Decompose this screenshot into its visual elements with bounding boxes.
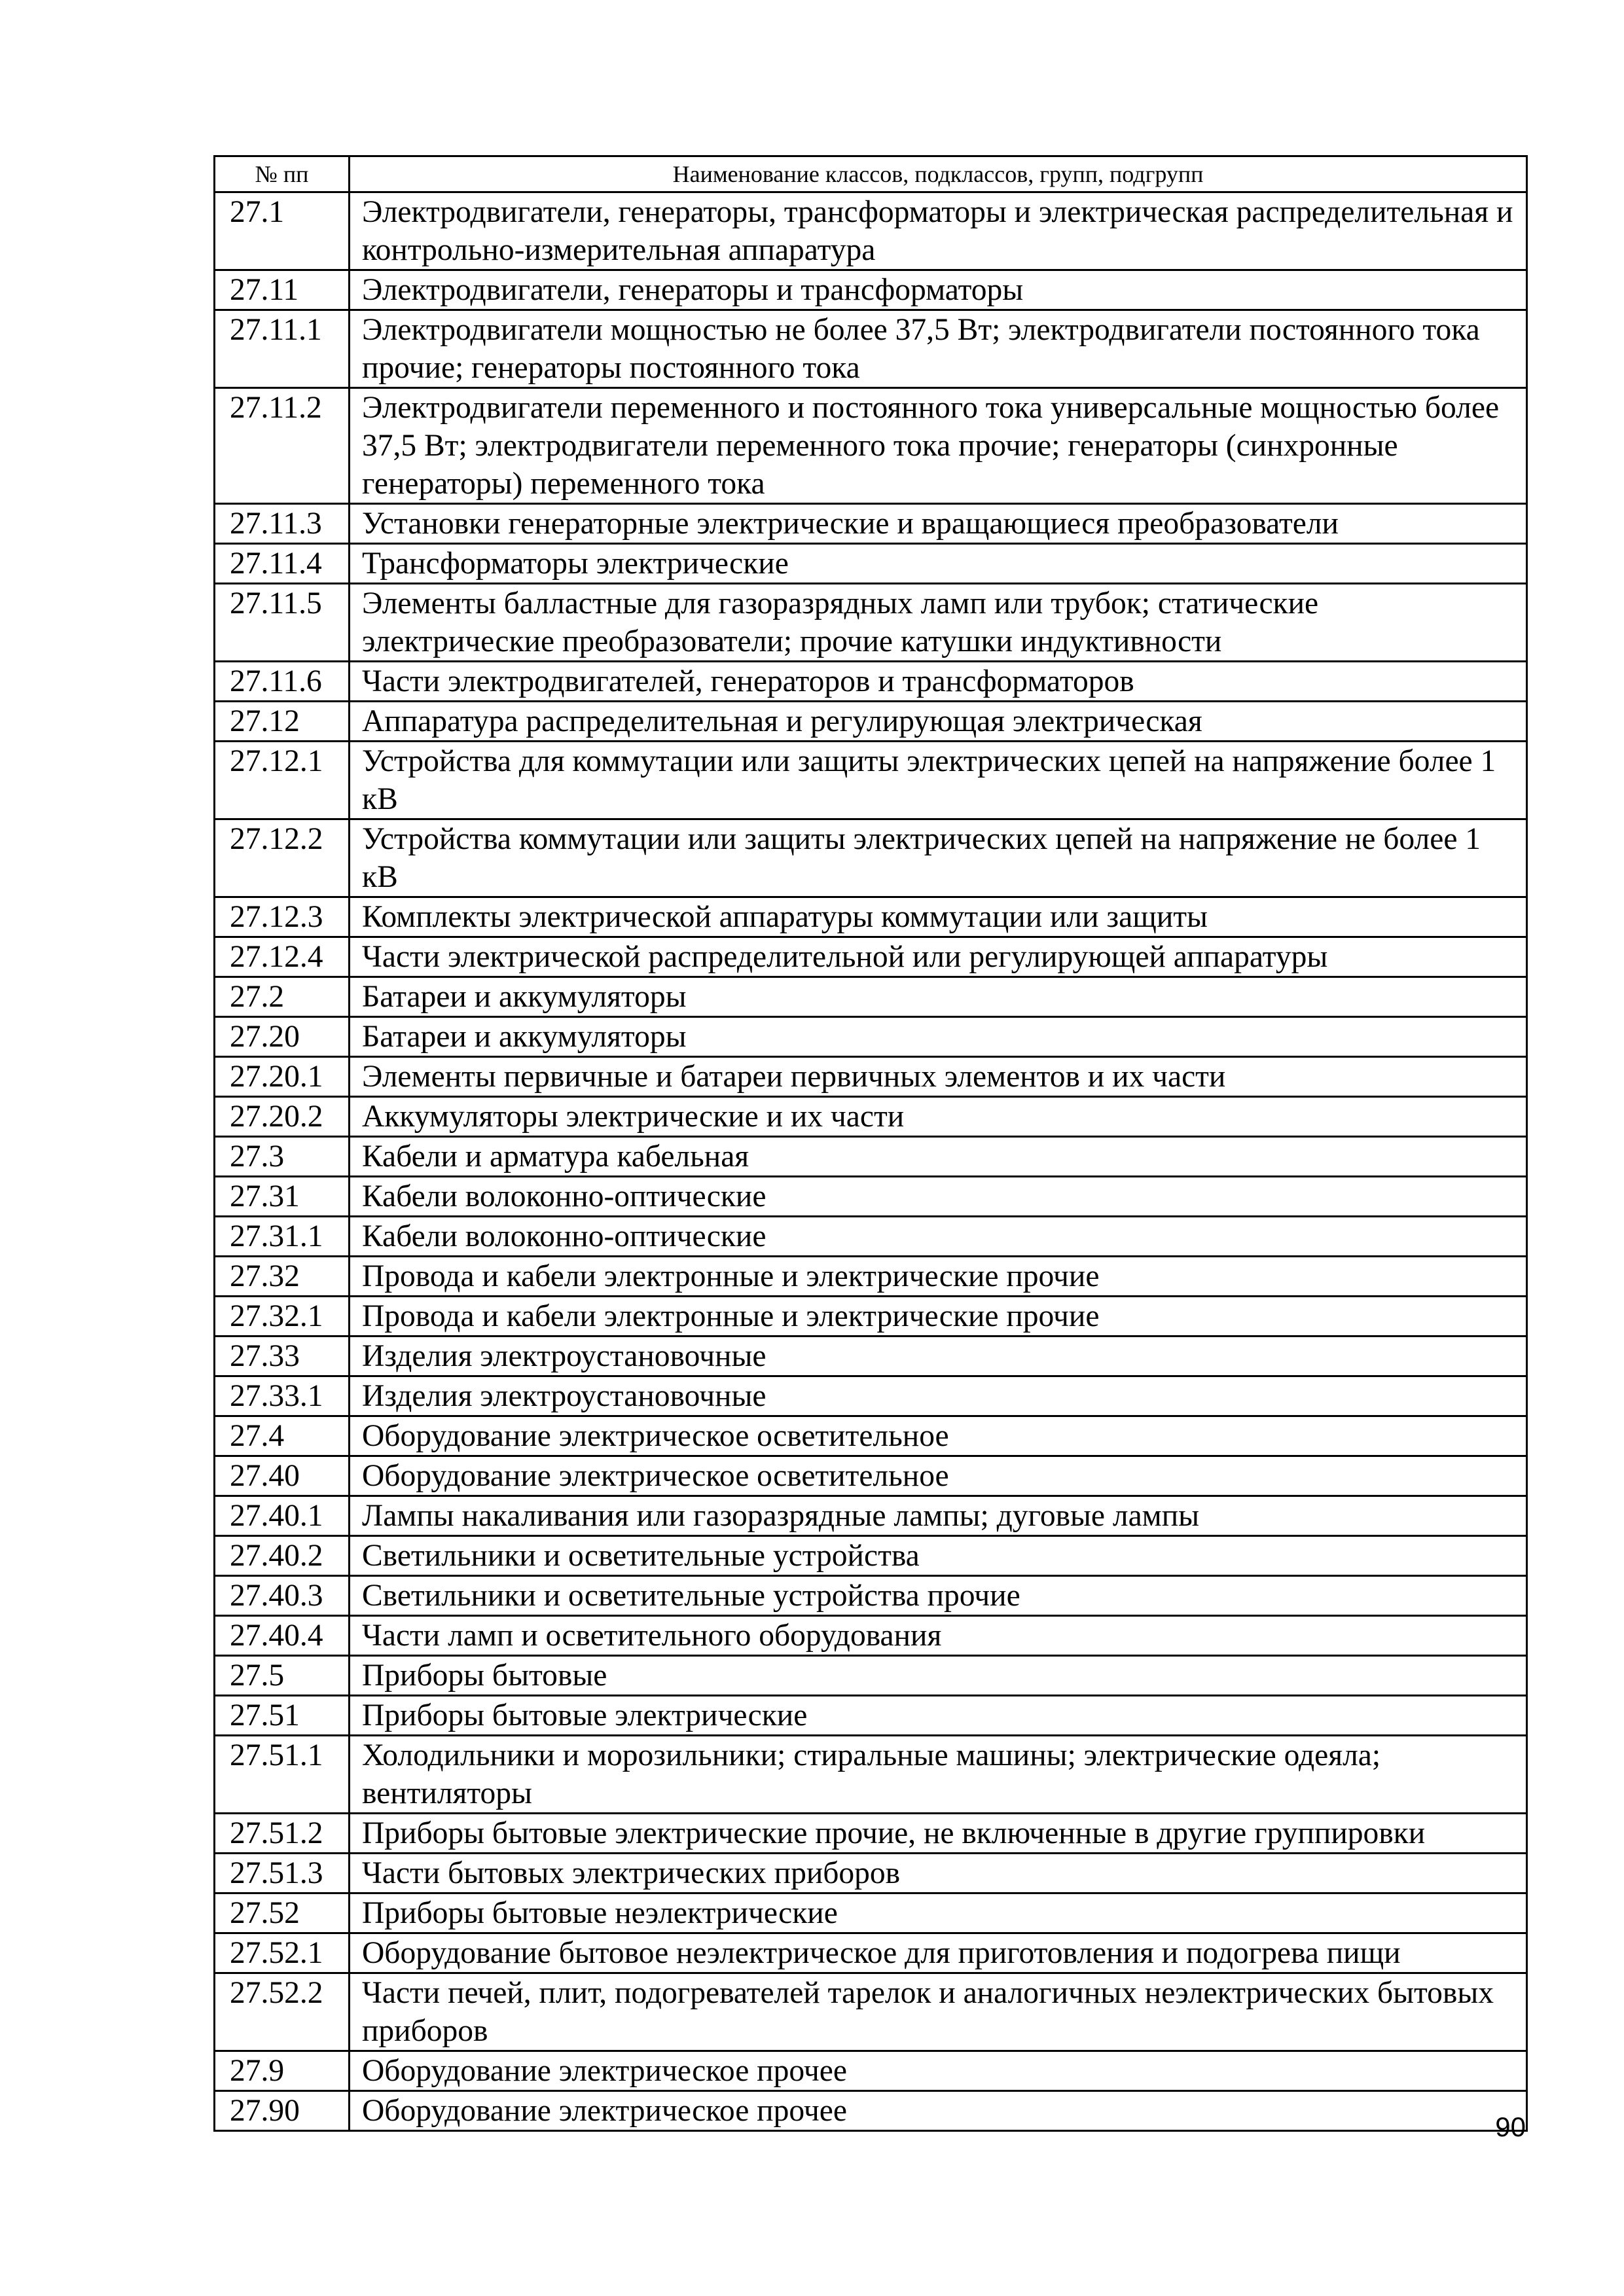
row-code: 27.5 — [215, 1656, 350, 1696]
table-row — [215, 192, 1527, 270]
table-row — [215, 2091, 1527, 2131]
row-name: Электродвигатели мощностью не более 37,5 Вт; электродвигатели постоянного тока прочие; генераторы постоянного тока — [350, 310, 1527, 388]
row-name: Части электрической распределительной или регулирующей аппаратуры — [350, 937, 1527, 977]
table-row — [215, 937, 1527, 977]
row-name: Части печей, плит, подогревателей тарелок и аналогичных неэлектрических бытовых приборов — [350, 1973, 1527, 2051]
row-name: Устройства для коммутации или защиты электрических цепей на напряжение более 1 кВ — [350, 742, 1527, 819]
table-row — [215, 584, 1527, 662]
row-code: 27.52 — [215, 1893, 350, 1933]
table-row — [215, 1973, 1527, 2051]
row-name: Приборы бытовые электрические прочие, не включенные в другие группировки — [350, 1814, 1527, 1854]
row-name: Приборы бытовые электрические — [350, 1696, 1527, 1736]
classification-table — [213, 155, 1528, 2132]
row-code: 27.51.1 — [215, 1736, 350, 1814]
table-row — [215, 1097, 1527, 1137]
row-name: Лампы накаливания или газоразрядные лампы; дуговые лампы — [350, 1496, 1527, 1536]
table-row — [215, 1177, 1527, 1217]
row-name: Провода и кабели электронные и электрические прочие — [350, 1257, 1527, 1297]
table-row — [215, 1814, 1527, 1854]
row-name: Аккумуляторы электрические и их части — [350, 1097, 1527, 1137]
table-row — [215, 1536, 1527, 1576]
row-name: Приборы бытовые — [350, 1656, 1527, 1696]
row-name: Изделия электроустановочные — [350, 1376, 1527, 1416]
table-row — [215, 1456, 1527, 1496]
row-name: Оборудование бытовое неэлектрическое для приготовления и подогрева пищи — [350, 1933, 1527, 1973]
row-code: 27.40.4 — [215, 1616, 350, 1656]
table-row — [215, 544, 1527, 584]
row-name: Оборудование электрическое осветительное — [350, 1416, 1527, 1456]
row-code: 27.40.2 — [215, 1536, 350, 1576]
row-name: Электродвигатели, генераторы, трансформаторы и электрическая распределительная и контрольно-измерительная аппаратура — [350, 192, 1527, 270]
row-name: Электродвигатели переменного и постоянного тока универсальные мощностью более 37,5 Вт; электродвигатели переменного тока прочие; генераторы (синхронные генераторы) переменного тока — [350, 388, 1527, 504]
table-row — [215, 1933, 1527, 1973]
row-name: Светильники и осветительные устройства — [350, 1536, 1527, 1576]
row-name: Батареи и аккумуляторы — [350, 977, 1527, 1017]
table-row — [215, 1257, 1527, 1297]
row-name: Холодильники и морозильники; стиральные машины; электрические одеяла; вентиляторы — [350, 1736, 1527, 1814]
row-code: 27.12.1 — [215, 742, 350, 819]
table-row — [215, 1137, 1527, 1177]
row-name: Аппаратура распределительная и регулирующая электрическая — [350, 702, 1527, 742]
row-name: Электродвигатели, генераторы и трансформаторы — [350, 270, 1527, 310]
table-row — [215, 1416, 1527, 1456]
table-row — [215, 1017, 1527, 1057]
row-code: 27.4 — [215, 1416, 350, 1456]
row-name: Установки генераторные электрические и вращающиеся преобразователи — [350, 504, 1527, 544]
row-code: 27.12 — [215, 702, 350, 742]
table-row — [215, 2051, 1527, 2091]
row-code: 27.20.1 — [215, 1057, 350, 1097]
page-number: 90 — [1495, 2111, 1526, 2142]
row-name: Оборудование электрическое осветительное — [350, 1456, 1527, 1496]
table-row — [215, 977, 1527, 1017]
row-code: 27.12.2 — [215, 819, 350, 897]
row-name: Приборы бытовые неэлектрические — [350, 1893, 1527, 1933]
row-name: Комплекты электрической аппаратуры коммутации или защиты — [350, 897, 1527, 937]
row-code: 27.40.3 — [215, 1576, 350, 1616]
table-row — [215, 270, 1527, 310]
table-row — [215, 1854, 1527, 1893]
row-code: 27.52.2 — [215, 1973, 350, 2051]
table-row — [215, 1057, 1527, 1097]
row-name: Устройства коммутации или защиты электрических цепей на напряжение не более 1 кВ — [350, 819, 1527, 897]
table-row — [215, 1696, 1527, 1736]
table-row — [215, 388, 1527, 504]
row-code: 27.11.1 — [215, 310, 350, 388]
table-row — [215, 1496, 1527, 1536]
table-row — [215, 310, 1527, 388]
row-name: Элементы балластные для газоразрядных ламп или трубок; статические электрические преобразователи; прочие катушки индуктивности — [350, 584, 1527, 662]
row-code: 27.31.1 — [215, 1217, 350, 1257]
row-code: 27.90 — [215, 2091, 350, 2131]
row-code: 27.11.6 — [215, 662, 350, 702]
row-code: 27.12.3 — [215, 897, 350, 937]
table-row — [215, 897, 1527, 937]
header-number-column: № пп — [215, 156, 350, 192]
table-row — [215, 819, 1527, 897]
table-row — [215, 1616, 1527, 1656]
row-code: 27.33.1 — [215, 1376, 350, 1416]
row-name: Оборудование электрическое прочее — [350, 2091, 1527, 2131]
row-code: 27.11.2 — [215, 388, 350, 504]
row-code: 27.11.5 — [215, 584, 350, 662]
row-code: 27.52.1 — [215, 1933, 350, 1973]
row-code: 27.32.1 — [215, 1297, 350, 1336]
row-code: 27.11 — [215, 270, 350, 310]
table-row — [215, 1376, 1527, 1416]
table-row — [215, 1893, 1527, 1933]
row-name: Трансформаторы электрические — [350, 544, 1527, 584]
row-code: 27.32 — [215, 1257, 350, 1297]
row-name: Батареи и аккумуляторы — [350, 1017, 1527, 1057]
row-code: 27.20 — [215, 1017, 350, 1057]
row-code: 27.51 — [215, 1696, 350, 1736]
row-code: 27.12.4 — [215, 937, 350, 977]
row-code: 27.2 — [215, 977, 350, 1017]
row-code: 27.1 — [215, 192, 350, 270]
row-name: Кабели волоконно-оптические — [350, 1217, 1527, 1257]
row-name: Изделия электроустановочные — [350, 1336, 1527, 1376]
row-code: 27.11.4 — [215, 544, 350, 584]
row-code: 27.51.3 — [215, 1854, 350, 1893]
table-row — [215, 1217, 1527, 1257]
table-row — [215, 504, 1527, 544]
table-row — [215, 742, 1527, 819]
row-name: Кабели и арматура кабельная — [350, 1137, 1527, 1177]
table-body — [215, 192, 1527, 2131]
row-name: Оборудование электрическое прочее — [350, 2051, 1527, 2091]
row-code: 27.40 — [215, 1456, 350, 1496]
row-name: Провода и кабели электронные и электрические прочие — [350, 1297, 1527, 1336]
row-name: Кабели волоконно-оптические — [350, 1177, 1527, 1217]
row-name: Части ламп и осветительного оборудования — [350, 1616, 1527, 1656]
row-name: Светильники и осветительные устройства прочие — [350, 1576, 1527, 1616]
row-name: Элементы первичные и батареи первичных элементов и их части — [350, 1057, 1527, 1097]
row-code: 27.31 — [215, 1177, 350, 1217]
table-row — [215, 1736, 1527, 1814]
table-row — [215, 1576, 1527, 1616]
row-code: 27.33 — [215, 1336, 350, 1376]
row-code: 27.40.1 — [215, 1496, 350, 1536]
table-row — [215, 1656, 1527, 1696]
row-code: 27.51.2 — [215, 1814, 350, 1854]
table-row — [215, 702, 1527, 742]
row-code: 27.20.2 — [215, 1097, 350, 1137]
table-header-row — [215, 156, 1527, 192]
row-code: 27.9 — [215, 2051, 350, 2091]
row-code: 27.3 — [215, 1137, 350, 1177]
table-row — [215, 1336, 1527, 1376]
row-code: 27.11.3 — [215, 504, 350, 544]
row-name: Части электродвигателей, генераторов и трансформаторов — [350, 662, 1527, 702]
header-name-column: Наименование классов, подклассов, групп, подгрупп — [350, 156, 1527, 192]
row-name: Части бытовых электрических приборов — [350, 1854, 1527, 1893]
table-row — [215, 1297, 1527, 1336]
table-row — [215, 662, 1527, 702]
